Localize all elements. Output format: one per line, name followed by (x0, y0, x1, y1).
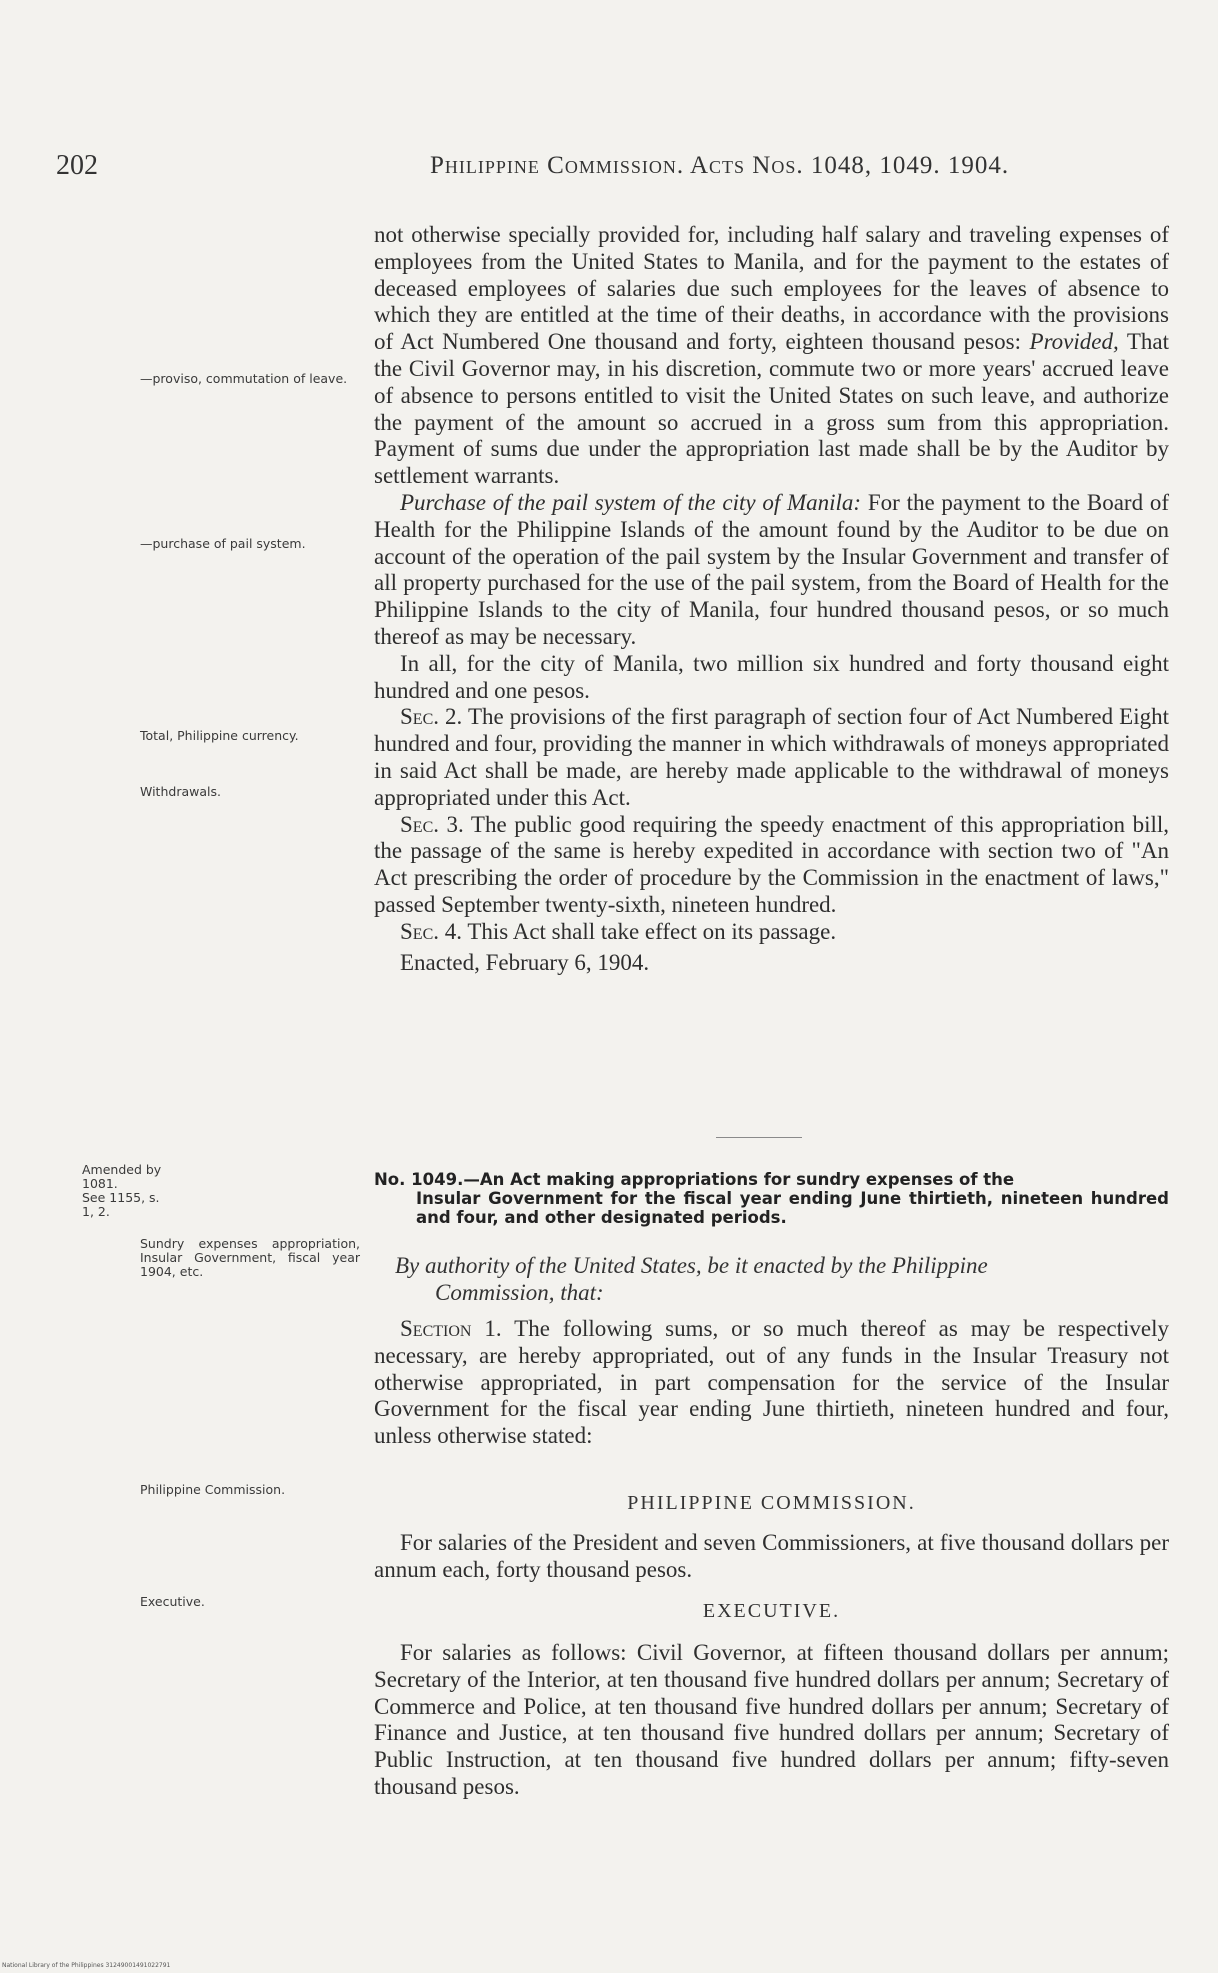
see-line: See 1155, s. 1, 2. (82, 1190, 160, 1219)
margin-note-commission: Philippine Commission. (140, 1482, 286, 1497)
margin-note-executive: Executive. (140, 1594, 205, 1609)
margin-note-purchase: —purchase of pail system. (140, 536, 306, 551)
heading-executive: EXECUTIVE. (702, 1600, 841, 1622)
enacting-clause: By authority of the United States, be it enacted by the Philippine Commission, that: (395, 1253, 988, 1305)
page-number: 202 (56, 150, 98, 181)
paragraph-pail-system: Purchase of the pail system of the city of Manila: For the payment to the Board of Health for the Philippine Islands of the amount found by the Auditor to be due on account of the operation of the pail system by the Insular Government and transfer of all property purchased for the use of the pail system, from the Board of Health for the Philippine Islands to the city of Manila, four hundred thousand pesos, or so much thereof as may be necessary. (374, 489, 1170, 649)
act-1049-title: No. 1049.—An Act making appropriations for sundry expenses of the Insular Government for the fiscal year ending June thirtieth, nineteen hundred and four, and other designated periods. (374, 1170, 1169, 1227)
paragraph-leave: not otherwise specially provided for, including half salary and traveling expenses of employees from the United States to Manila, and for the payment to the estates of deceased employees of salaries due such employees for the leaves of absence to which they are entitled at the time of their deaths, in accordance with the provisions of Act Numbered One thousand and forty, eighteen thousand pesos: Provided, That the Civil Governor may, in his discretion, commute two or more years' accrued leave of absence to persons entitled to visit the United States on such leave, and authorize the payment of the amount so accrued in a gross sum from this appropriation. Payment of sums due under the appropriation last made shall be by the Auditor by settlement warrants. (374, 222, 1170, 489)
enacted-date: Enacted, February 6, 1904. (400, 949, 650, 975)
act-1048-body (374, 222, 1169, 976)
section-divider (716, 1137, 802, 1138)
paragraph-sec-4: Sec. 4. This Act shall take effect on its passage. (400, 918, 837, 944)
margin-note-withdrawals: Withdrawals. (140, 784, 221, 799)
margin-note-total: Total, Philippine currency. (140, 728, 299, 743)
paragraph-commission-salaries: For salaries of the President and seven Commissioners, at five thousand dollars per annum each, forty thousand pesos. (374, 1530, 1169, 1582)
heading-philippine-commission: PHILIPPINE COMMISSION. (627, 1492, 916, 1514)
margin-note-sundry: Sundry expenses appropriation, Insular Government, fiscal year 1904, etc. (140, 1236, 360, 1279)
margin-note-proviso: —proviso, commutation of leave. (140, 371, 348, 386)
scan-footer: National Library of the Philippines 31249001491022791 (2, 1962, 171, 1969)
paragraph-sec-3: Sec. 3. The public good requiring the speedy enactment of this appropriation bill, the passage of the same is hereby expedited in accordance with section two of "An Act prescribing the order of procedure by the Commission in the enactment of laws," passed September twenty-sixth, nineteen hundred. (374, 811, 1169, 917)
paragraph-sec-2: Sec. 2. The provisions of the first paragraph of section four of Act Numbered Eight hundred and four, providing the manner in which withdrawals of moneys appropriated in said Act shall be made, are hereby made applicable to the withdrawal of moneys appropriated under this Act. (374, 704, 1169, 810)
running-title: Philippine Commission. Acts Nos. 1048, 1049. 1904. (430, 152, 1010, 179)
paragraph-total: In all, for the city of Manila, two million six hundred and forty thousand eight hundred and one pesos. (374, 650, 1169, 703)
paragraph-executive-salaries: For salaries as follows: Civil Governor, at fifteen thousand dollars per annum; Secretary of the Interior, at ten thousand five hundred dollars per annum; Secretary of Commerce and Police, at ten thousand five hundred dollars per annum; Secretary of Finance and Justice, at ten thousand five hundred dollars per annum; Secretary of Public Instruction, at ten thousand five hundred dollars per annum; fifty-seven thousand pesos. (374, 1640, 1169, 1799)
margin-note-amended (82, 1163, 172, 1219)
act-1049-section-1: Section 1. The following sums, or so much thereof as may be respectively necessary, are hereby appropriated, out of any funds in the Insular Treasury not otherwise appropriated, in part compensation for the service of the Insular Government for the fiscal year ending June thirtieth, nineteen hundred and four, unless otherwise stated: (374, 1316, 1169, 1449)
amended-line: Amended by 1081. (82, 1162, 162, 1191)
